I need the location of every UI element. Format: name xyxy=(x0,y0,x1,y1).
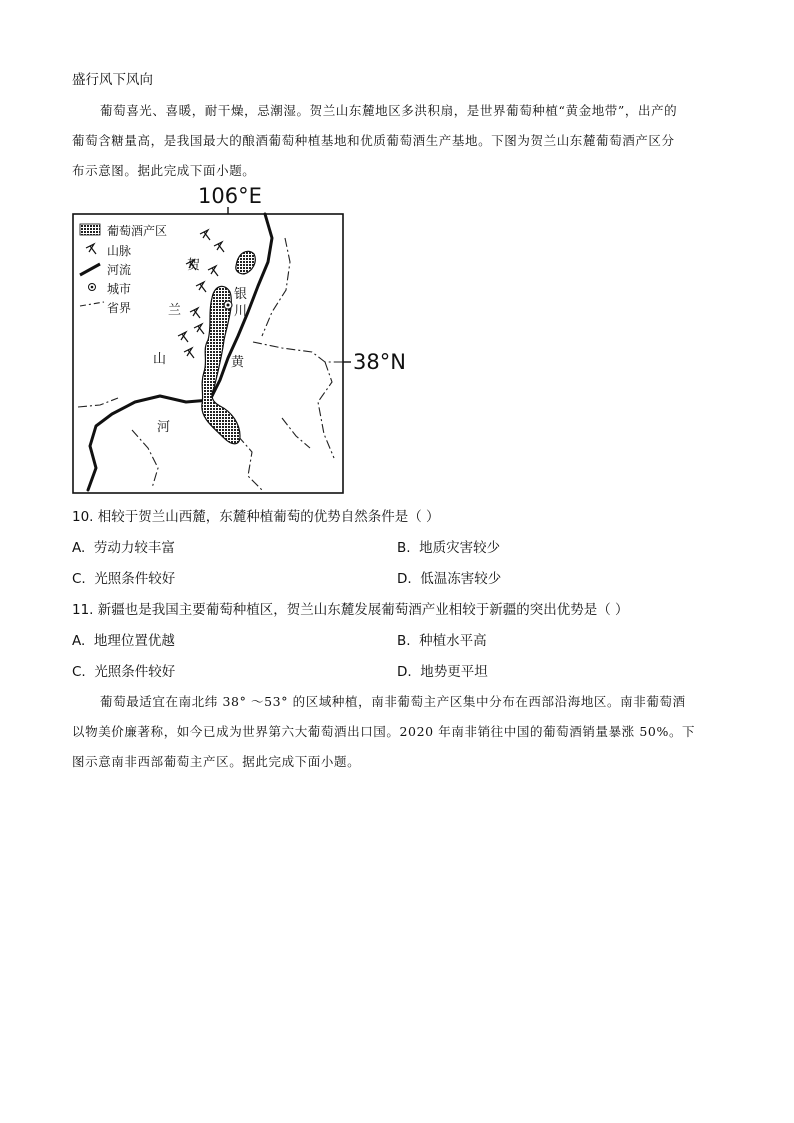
option-text: 劳动力较丰富 xyxy=(93,540,175,556)
option-text: 地理位置优越 xyxy=(93,633,175,649)
option-letter: C. xyxy=(72,664,86,680)
q11-option-a[interactable] xyxy=(72,629,175,649)
q10-option-b[interactable] xyxy=(397,536,500,556)
option-letter: B. xyxy=(397,633,411,649)
previous-answer-line: 盛行风下风向 xyxy=(72,72,153,88)
river-char-he: 河 xyxy=(157,420,171,435)
province-boundary xyxy=(318,362,334,458)
legend-label-wine-region: 葡萄酒产区 xyxy=(107,224,168,238)
q11-option-b[interactable] xyxy=(397,629,487,649)
option-text: 地势更平坦 xyxy=(420,664,488,680)
latitude-label: 38°N xyxy=(353,350,406,374)
option-letter: A. xyxy=(72,633,86,649)
mountain-char-lan: 兰 xyxy=(168,303,182,318)
q11-option-c[interactable] xyxy=(72,660,175,680)
option-text: 地质灾害较少 xyxy=(419,540,501,556)
province-boundary xyxy=(78,398,118,407)
legend-label-boundary: 省界 xyxy=(107,301,132,315)
q10-option-c[interactable] xyxy=(72,567,175,587)
legend-label-city: 城市 xyxy=(107,282,132,296)
option-letter: C. xyxy=(72,571,86,587)
wine-region-map xyxy=(0,0,794,520)
option-text: 光照条件较好 xyxy=(94,664,176,680)
province-boundary xyxy=(262,238,290,336)
option-letter: D. xyxy=(397,664,412,680)
passage1-line1: 葡萄喜光、喜暖，耐干燥，忌潮湿。贺兰山东麓地区多洪积扇，是世界葡萄种植“黄金地带”，出产的 xyxy=(100,103,678,118)
option-letter: A. xyxy=(72,540,86,556)
province-boundary-icon xyxy=(80,302,104,306)
option-text: 低温冻害较少 xyxy=(420,571,502,587)
city-char-chuan: 川 xyxy=(234,304,248,319)
city-char-yin: 银 xyxy=(234,287,248,302)
wine-region-north xyxy=(236,251,255,274)
q11-option-d[interactable] xyxy=(397,660,488,680)
passage2-line2: 以物美价廉著称，如今已成为世界第六大葡萄酒出口国。2020 年南非销往中国的葡萄酒销量暴涨 50%。下 xyxy=(72,724,696,739)
mountain-icon xyxy=(86,244,96,254)
question-11-stem: 11. 新疆也是我国主要葡萄种植区，贺兰山东麓发展葡萄酒产业相较于新疆的突出优势是（ ） xyxy=(72,602,629,618)
river-char-huang: 黄 xyxy=(231,355,245,370)
mountain-char-he: 贺 xyxy=(187,258,201,273)
province-boundary xyxy=(238,436,262,490)
passage2-line1: 葡萄最适宜在南北纬 38° ～53° 的区域种植，南非葡萄主产区集中分布在西部沿海地区。南非葡萄酒 xyxy=(100,694,686,709)
province-boundary xyxy=(282,418,310,448)
mountain-char-shan: 山 xyxy=(153,352,167,367)
province-boundary xyxy=(132,430,158,488)
option-letter: D. xyxy=(397,571,412,587)
wine-region-pattern-icon xyxy=(80,224,100,235)
longitude-label: 106°E xyxy=(198,184,262,208)
question-10-stem: 10. 相较于贺兰山西麓，东麓种植葡萄的优势自然条件是（ ） xyxy=(72,509,440,525)
q10-option-a[interactable] xyxy=(72,536,175,556)
latitude-line xyxy=(253,342,343,362)
q10-option-d[interactable] xyxy=(397,567,501,587)
passage1-line3: 布示意图。据此完成下面小题。 xyxy=(72,163,256,178)
river-line-icon xyxy=(80,264,100,275)
option-letter: B. xyxy=(397,540,411,556)
passage2-line3: 图示意南非西部葡萄主产区。据此完成下面小题。 xyxy=(72,754,361,769)
option-text: 种植水平高 xyxy=(419,633,487,649)
legend-label-river: 河流 xyxy=(107,263,132,277)
legend-label-mountain: 山脉 xyxy=(107,244,132,258)
option-text: 光照条件较好 xyxy=(94,571,176,587)
passage1-line2: 葡萄含糖量高，是我国最大的酿酒葡萄种植基地和优质葡萄酒生产基地。下图为贺兰山东麓葡萄酒产区分 xyxy=(72,133,675,148)
